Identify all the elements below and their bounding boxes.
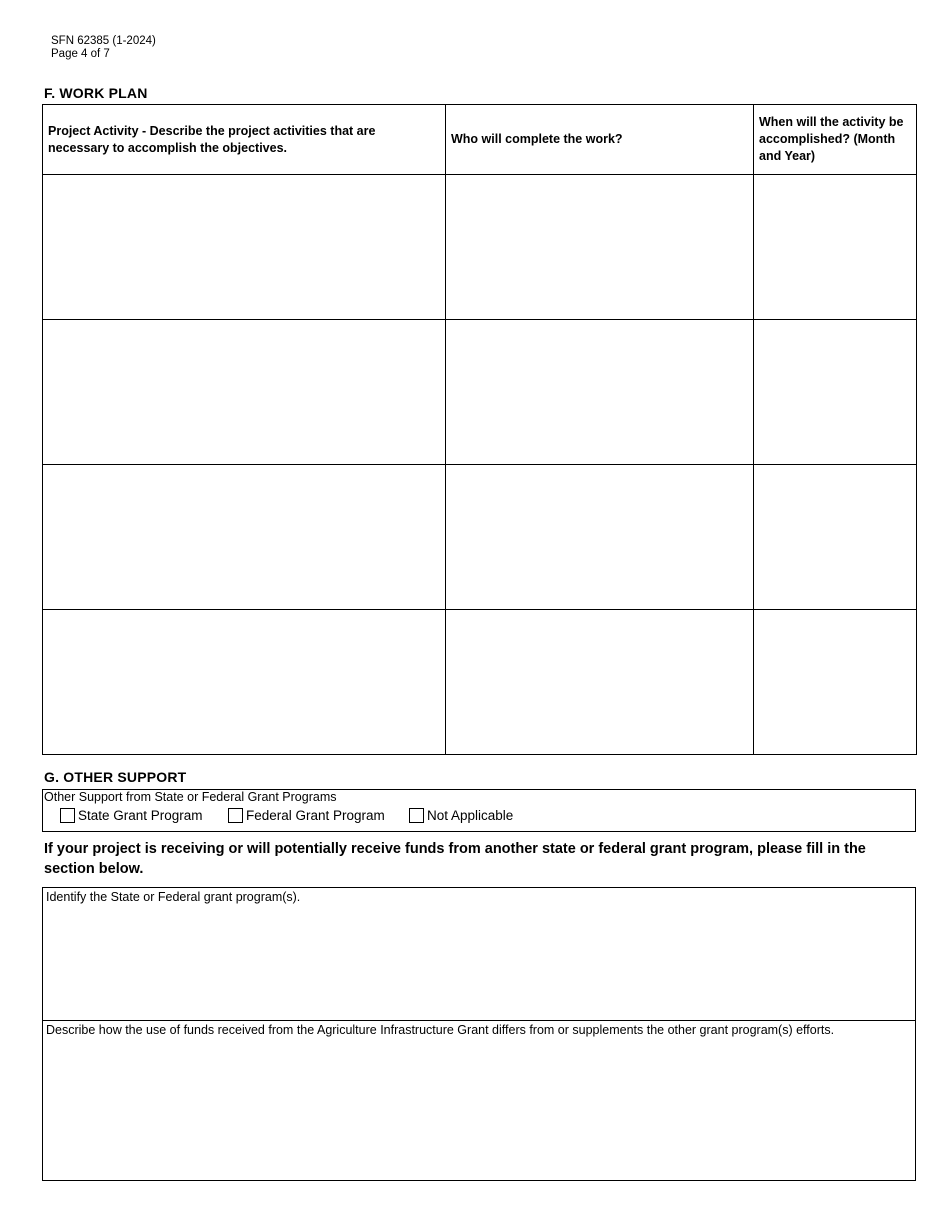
- column-header-when: When will the activity be accomplished? (Month and Year): [754, 105, 917, 175]
- who-cell[interactable]: [446, 610, 754, 755]
- federal-grant-checkbox[interactable]: [228, 808, 243, 823]
- table-row: [43, 320, 917, 465]
- work-plan-title: F. WORK PLAN: [44, 85, 148, 101]
- identify-grant-field[interactable]: [42, 887, 916, 1021]
- describe-funds-label: Describe how the use of funds received from the Agriculture Infrastructure Grant differs from or supplements the other grant program(s) efforts.: [46, 1023, 835, 1037]
- when-cell[interactable]: [754, 320, 917, 465]
- work-plan-header-row: [43, 105, 917, 175]
- column-header-project-activity: Project Activity - Describe the project activities that are necessary to accomplish the objectives.: [43, 105, 446, 175]
- not-applicable-label: Not Applicable: [427, 808, 514, 823]
- when-cell[interactable]: [754, 465, 917, 610]
- who-cell[interactable]: [446, 465, 754, 610]
- other-support-label: Other Support from State or Federal Grant Programs: [44, 790, 337, 804]
- not-applicable-checkbox[interactable]: [409, 808, 424, 823]
- column-header-who: Who will complete the work?: [446, 105, 754, 175]
- option-state-grant[interactable]: [60, 808, 203, 823]
- describe-funds-field[interactable]: [42, 1020, 916, 1181]
- page-number: Page 4 of 7: [51, 48, 110, 60]
- other-support-title: G. OTHER SUPPORT: [44, 769, 187, 785]
- federal-grant-label: Federal Grant Program: [246, 808, 385, 823]
- who-cell[interactable]: [446, 320, 754, 465]
- when-cell[interactable]: [754, 610, 917, 755]
- activity-cell[interactable]: [43, 610, 446, 755]
- option-not-applicable[interactable]: [409, 808, 513, 823]
- option-federal-grant[interactable]: [228, 808, 385, 823]
- table-row: [43, 610, 917, 755]
- state-grant-label: State Grant Program: [78, 808, 203, 823]
- work-plan-table: [42, 104, 917, 755]
- activity-cell[interactable]: [43, 465, 446, 610]
- activity-cell[interactable]: [43, 175, 446, 320]
- state-grant-checkbox[interactable]: [60, 808, 75, 823]
- who-cell[interactable]: [446, 175, 754, 320]
- table-row: [43, 175, 917, 320]
- when-cell[interactable]: [754, 175, 917, 320]
- form-number: SFN 62385 (1-2024): [51, 35, 156, 47]
- activity-cell[interactable]: [43, 320, 446, 465]
- funding-notice: If your project is receiving or will potentially receive funds from another state or federal grant program, please fill in the section below.: [44, 841, 866, 877]
- table-row: [43, 465, 917, 610]
- identify-grant-label: Identify the State or Federal grant program(s).: [46, 890, 301, 904]
